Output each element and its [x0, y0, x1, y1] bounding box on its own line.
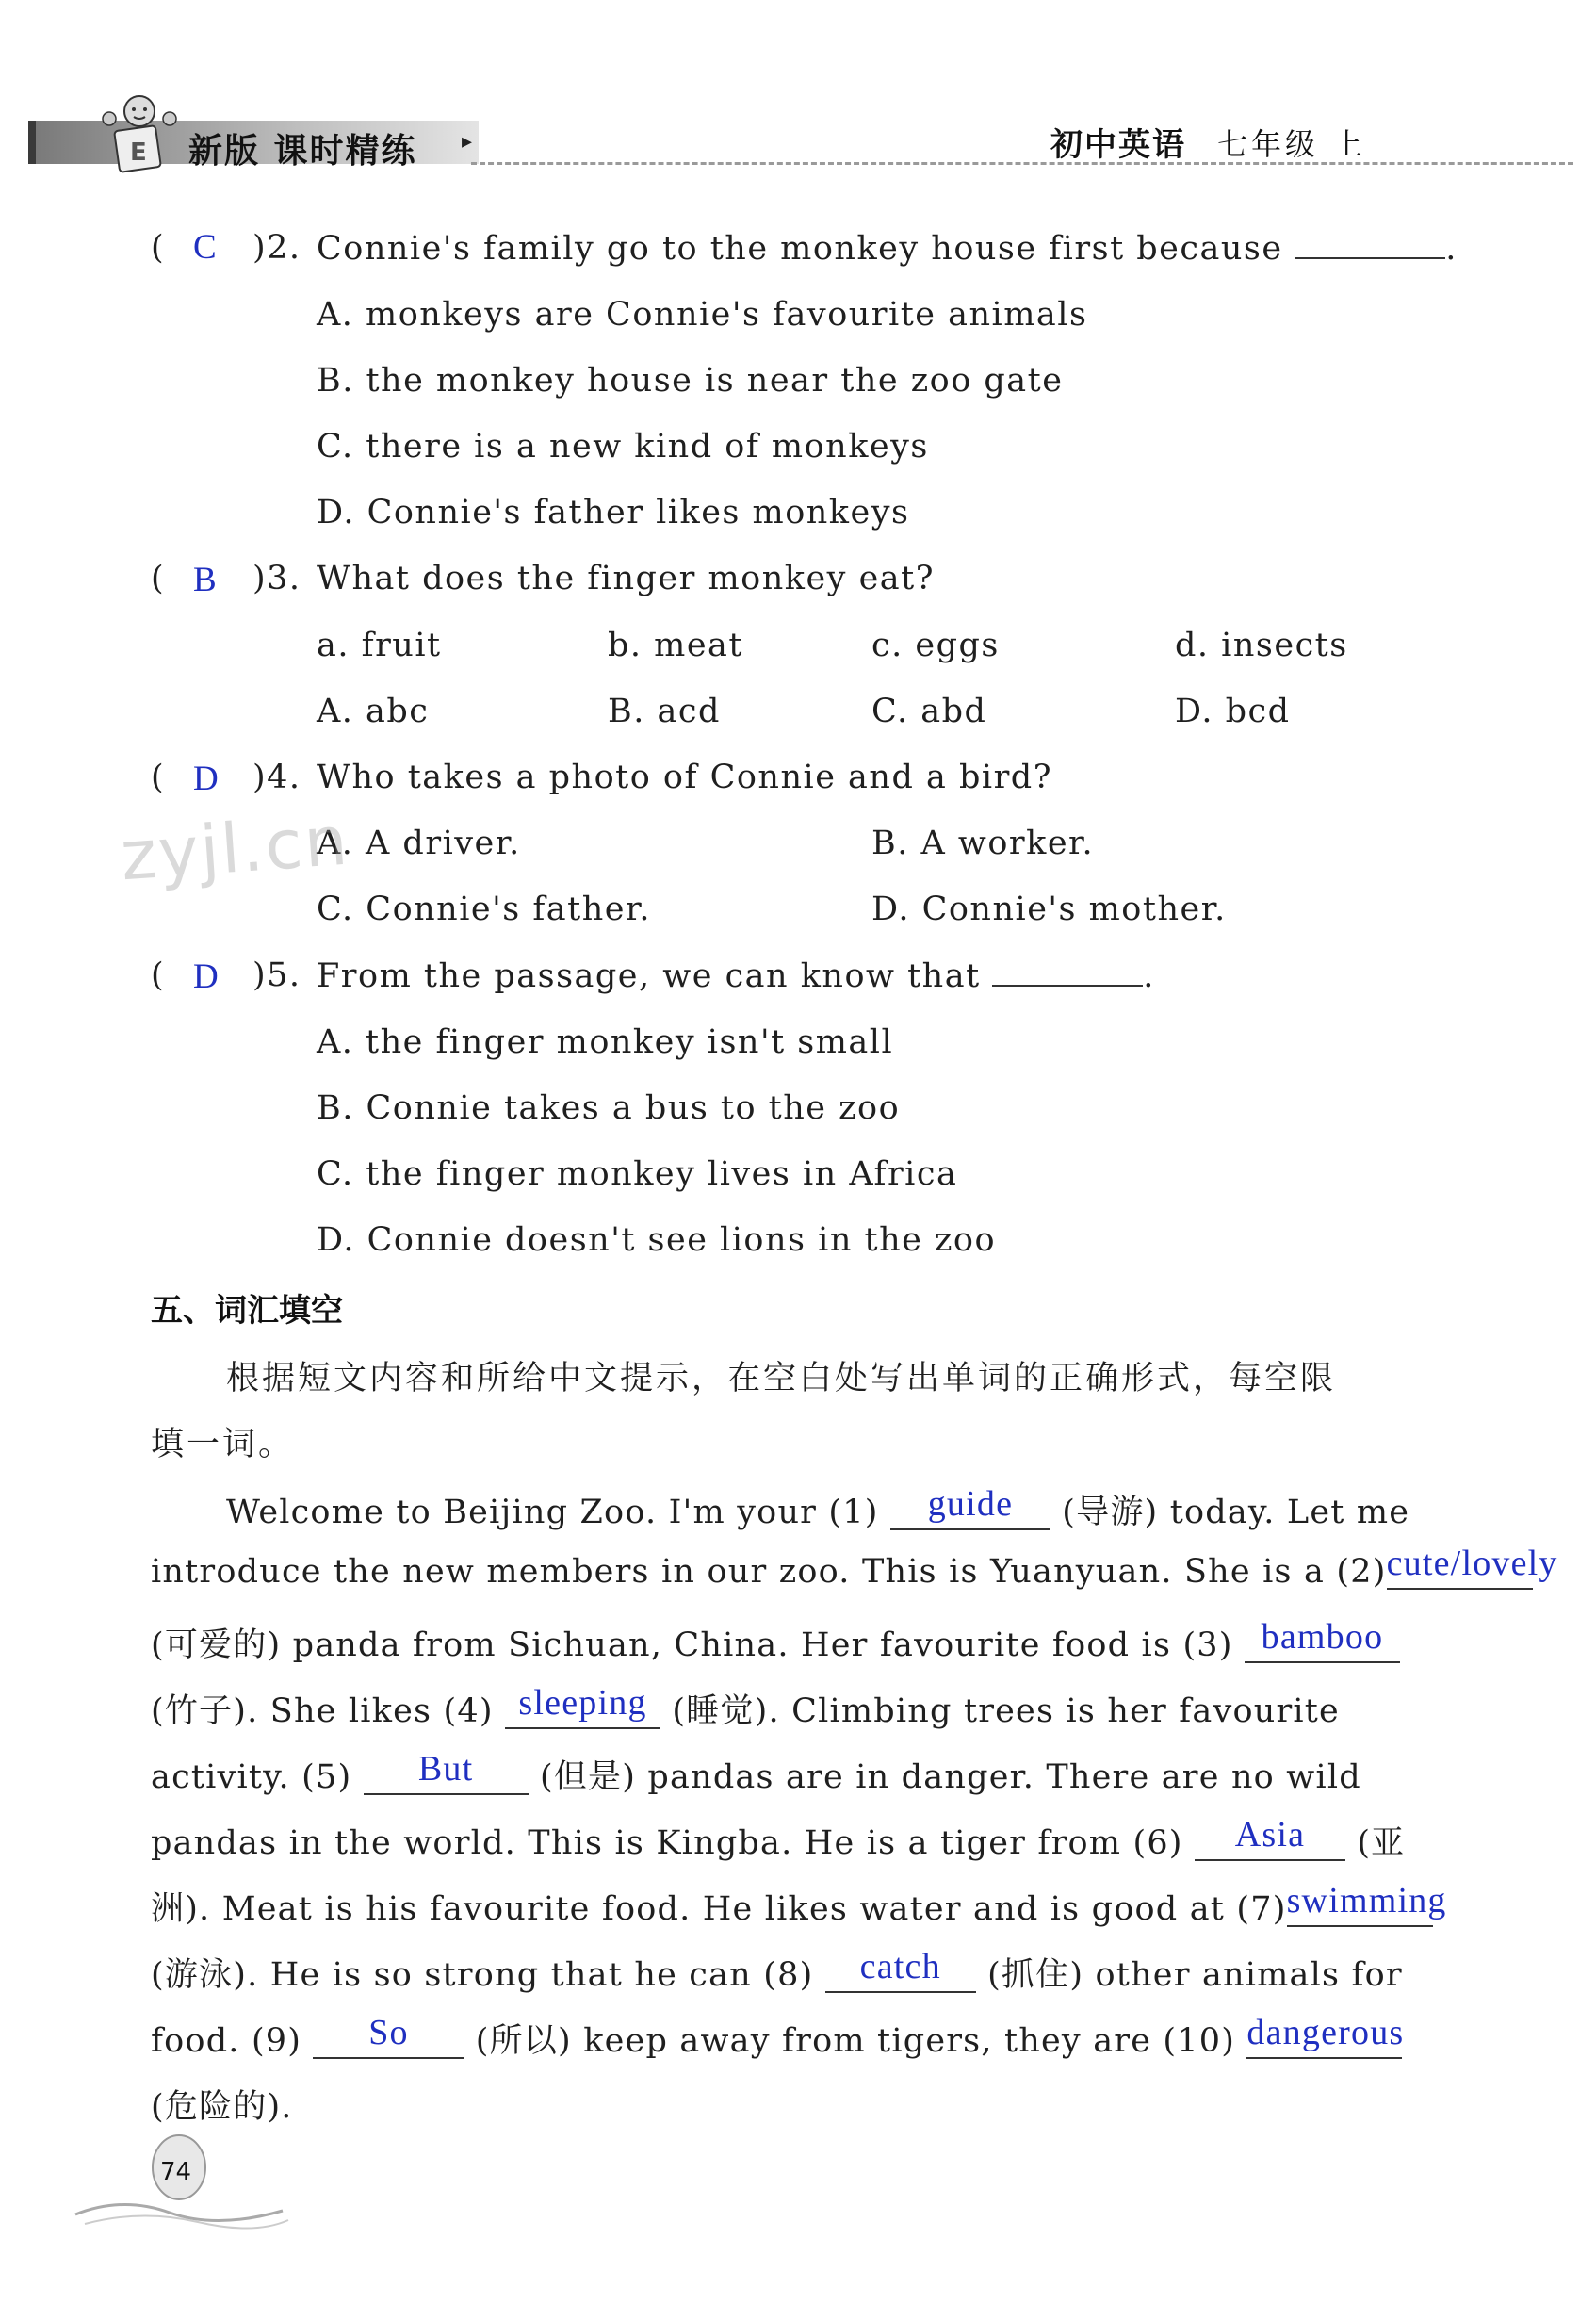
option-b: B. Connie takes a bus to the zoo [317, 1089, 901, 1127]
passage-line-1 [226, 1486, 1507, 1533]
fill-blank-9: So [313, 2023, 464, 2059]
option-a: A. the finger monkey isn't small [317, 1023, 894, 1061]
page-number: 74 [160, 2158, 192, 2186]
answer-q5: D [193, 957, 219, 996]
option-d: D. bcd [1175, 693, 1291, 730]
question-number: )2. [252, 229, 301, 267]
subject-title: 初中英语 [1050, 126, 1186, 164]
passage-line-4 [151, 1685, 1432, 1732]
option-a: A. monkeys are Connie's favourite animals [317, 296, 1088, 334]
fill-blank-5: But [364, 1759, 529, 1795]
question-stem [317, 229, 1458, 268]
passage-line-9 [151, 2015, 1432, 2062]
answer-blank [1295, 229, 1445, 259]
fill-blank-7: swimming [1287, 1891, 1433, 1927]
fill-blank-1: guide [890, 1495, 1050, 1530]
option-d: D. Connie's mother. [871, 891, 1227, 928]
series-title: 新版 课时精练 [188, 132, 417, 171]
passage-line-3 [151, 1619, 1432, 1666]
passage-text: activity. (5) [151, 1758, 352, 1796]
instruction-line-2: 填一词。 [151, 1426, 295, 1463]
passage-line-5 [151, 1751, 1432, 1798]
fill-blank-8: catch [825, 1957, 976, 1993]
passage-text: (睡觉). Climbing trees is her favourite [672, 1692, 1340, 1730]
passage-text: (亚 [1357, 1824, 1406, 1862]
option-c: C. there is a new kind of monkeys [317, 428, 929, 466]
stem-text: From the passage, we can know that [317, 957, 981, 995]
item-d: d. insects [1175, 627, 1348, 664]
passage-text: (游泳). He is so strong that he can (8) [151, 1956, 814, 1994]
passage-text: Welcome to Beijing Zoo. I'm your (1) [226, 1494, 879, 1531]
answer-paren-open: ( [151, 759, 164, 796]
grade-label: 七年级 上 [1217, 126, 1367, 162]
fill-blank-6: Asia [1195, 1825, 1345, 1861]
question-number: )3. [252, 560, 301, 597]
option-a: A. abc [317, 693, 430, 730]
answer-paren-open: ( [151, 560, 164, 597]
option-c: C. abd [871, 693, 987, 730]
option-c: C. the finger monkey lives in Africa [317, 1155, 958, 1193]
passage-text: food. (9) [151, 2022, 302, 2060]
passage-text: (所以) keep away from tigers, they are (10) [475, 2022, 1236, 2060]
passage-text: 洲). Meat is his favourite food. He likes water and is good at (7) [151, 1890, 1287, 1928]
header-divider [471, 162, 1573, 165]
item-a: a. fruit [317, 627, 442, 664]
question-stem: What does the finger monkey eat? [317, 560, 935, 597]
answer-paren-open: ( [151, 229, 164, 267]
answer-paren-open: ( [151, 956, 164, 994]
question-number: )4. [252, 759, 301, 796]
passage-line-7 [151, 1881, 1447, 1930]
passage-text: (可爱的) panda from Sichuan, China. Her favourite food is (3) [151, 1626, 1233, 1664]
answer-q4: D [193, 760, 219, 798]
svg-text:E: E [130, 139, 147, 167]
passage-text: introduce the new members in our zoo. This is Yuanyuan. She is a (2) [151, 1553, 1387, 1591]
answer-q2: C [193, 228, 217, 267]
item-b: b. meat [608, 627, 743, 664]
stem-text: Connie's family go to the monkey house first because [317, 230, 1283, 268]
stem-end: . [1445, 230, 1458, 268]
passage-line-10 [151, 2081, 1432, 2128]
question-number: )5. [252, 956, 301, 994]
answer-q3: B [193, 561, 217, 599]
item-c: c. eggs [871, 627, 1000, 664]
passage-text: (抓住) other animals for [987, 1956, 1403, 1994]
instruction-line-1: 根据短文内容和所给中文提示，在空白处写出单词的正确形式，每空限 [226, 1360, 1337, 1397]
fill-blank-3: bamboo [1245, 1627, 1400, 1663]
stem-end: . [1143, 957, 1155, 995]
section-title: 五、词汇填空 [151, 1292, 343, 1330]
header-arrow-icon: ▸ [462, 130, 473, 154]
question-stem [317, 956, 1155, 995]
option-d: D. Connie doesn't see lions in the zoo [317, 1221, 997, 1259]
passage-text: (导游) today. Let me [1062, 1494, 1410, 1531]
passage-text: (竹子). She likes (4) [151, 1692, 494, 1730]
passage-line-6 [151, 1817, 1432, 1864]
option-a: A. A driver. [317, 825, 521, 862]
fill-blank-2: cute/lovely [1387, 1554, 1533, 1590]
passage-text: pandas in the world. This is Kingba. He is a tiger from (6) [151, 1824, 1183, 1862]
fill-blank-4: sleeping [505, 1693, 660, 1729]
option-b: B. A worker. [871, 825, 1095, 862]
book-logo-icon [96, 90, 187, 175]
passage-text: (危险的). [151, 2088, 293, 2126]
passage-line-8 [151, 1949, 1432, 1996]
option-d: D. Connie's father likes monkeys [317, 494, 910, 531]
question-stem: Who takes a photo of Connie and a bird? [317, 759, 1052, 796]
passage-text: (但是) pandas are in danger. There are no wild [539, 1758, 1361, 1796]
option-b: B. the monkey house is near the zoo gate [317, 362, 1064, 400]
option-c: C. Connie's father. [317, 891, 651, 928]
page-header [28, 94, 1573, 179]
option-b: B. acd [608, 693, 721, 730]
watermark: zyjl.cn [118, 800, 352, 896]
fill-blank-10: dangerous [1246, 2023, 1402, 2059]
passage-line-2 [151, 1544, 1558, 1591]
answer-blank [992, 956, 1143, 987]
